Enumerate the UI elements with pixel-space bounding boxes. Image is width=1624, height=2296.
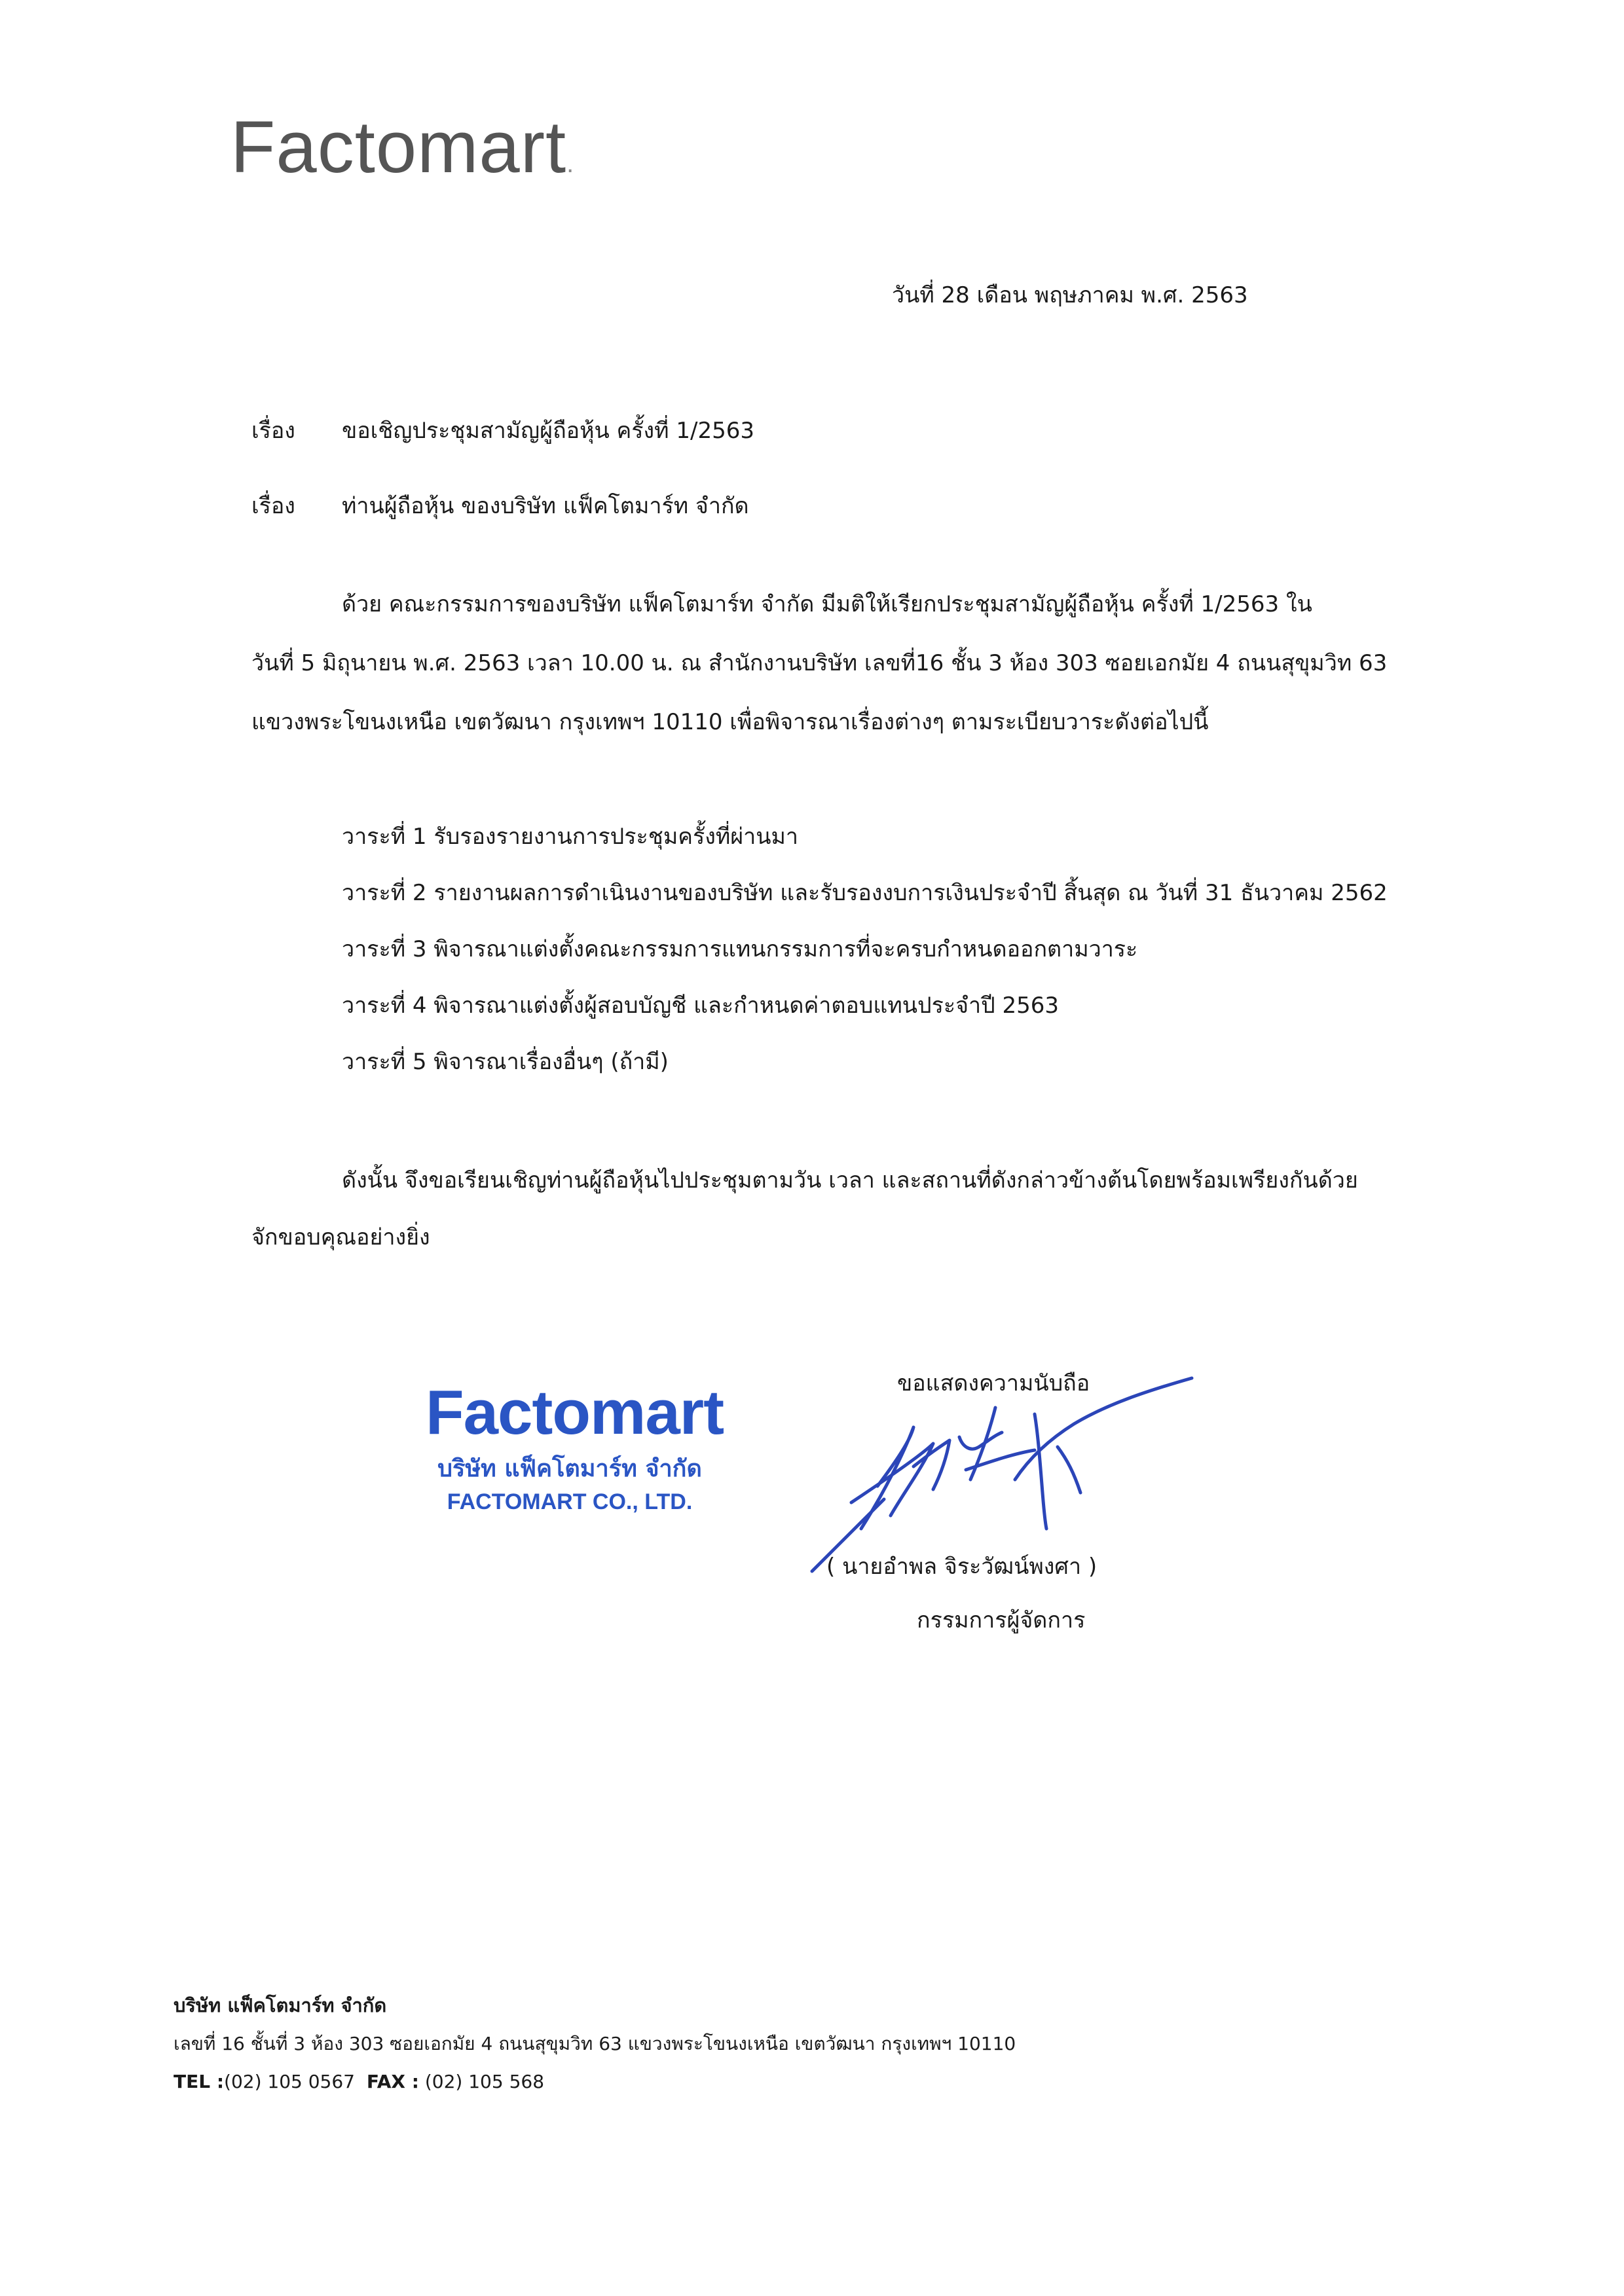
closing-line-1: ดังนั้น จึงขอเรียนเชิญท่านผู้ถือหุ้นไปประชุมตามวัน เวลา และสถานที่ดังกล่าวข้างต้นโดยพร้อมเพรียงกันด้วย <box>342 1167 1358 1194</box>
subject-label: เรื่อง <box>251 418 295 444</box>
footer-company: บริษัท แฟ็คโตมาร์ท จำกัด <box>174 1994 387 2016</box>
signatory-name: ( นายอำพล จิระวัฒน์พงศา ) <box>826 1554 1098 1580</box>
body-line-3: แขวงพระโขนงเหนือ เขตวัฒนา กรุงเทพฯ 10110 เพื่อพิจารณาเรื่องต่างๆ ตามระเบียบวาระดังต่อไปนี้ <box>251 709 1209 735</box>
fax-label: FAX : <box>366 2071 419 2092</box>
agenda-item: วาระที่ 3 พิจารณาแต่งตั้งคณะกรรมการแทนกรรมการที่จะครบกำหนดออกตามวาระ <box>342 936 1138 962</box>
closing-line-2: จักขอบคุณอย่างยิ่ง <box>251 1224 430 1250</box>
logo-dot: . <box>566 149 575 178</box>
fax-value: (02) 105 568 <box>424 2071 545 2092</box>
agenda-item: วาระที่ 2 รายงานผลการดำเนินงานของบริษัท และรับรองงบการเงินประจำปี สิ้นสุด ณ วันที่ 31 ธันวาคม 2562 <box>342 880 1388 906</box>
company-logo <box>231 105 574 189</box>
agenda-item: วาระที่ 5 พิจารณาเรื่องอื่นๆ (ถ้ามี) <box>342 1049 669 1075</box>
letter-date: วันที่ 28 เดือน พฤษภาคม พ.ศ. 2563 <box>892 282 1248 308</box>
signatory-title: กรรมการผู้จัดการ <box>917 1607 1086 1633</box>
agenda-item: วาระที่ 1 รับรองรายงานการประชุมครั้งที่ผ่านมา <box>342 824 799 850</box>
stamp-english-name: FACTOMART CO., LTD. <box>447 1489 693 1514</box>
stamp-thai-name: บริษัท แฟ็คโตมาร์ท จำกัด <box>437 1455 702 1482</box>
body-line-2: วันที่ 5 มิถุนายน พ.ศ. 2563 เวลา 10.00 น. ณ สำนักงานบริษัท เลขที่16 ชั้น 3 ห้อง 303 ซอยเอกมัย 4 ถนนสุขุมวิท 63 <box>251 650 1388 676</box>
recipient-text: ท่านผู้ถือหุ้น ของบริษัท แฟ็คโตมาร์ท จำกัด <box>342 493 749 519</box>
handwritten-signature <box>799 1362 1218 1578</box>
logo-text: Factomart <box>231 106 567 188</box>
tel-label: TEL : <box>174 2071 225 2092</box>
footer-contact <box>174 2071 544 2092</box>
subject-text: ขอเชิญประชุมสามัญผู้ถือหุ้น ครั้งที่ 1/2563 <box>342 418 754 444</box>
tel-value: (02) 105 0567 <box>224 2071 355 2092</box>
footer-address: เลขที่ 16 ชั้นที่ 3 ห้อง 303 ซอยเอกมัย 4 ถนนสุขุมวิท 63 แขวงพระโขนงเหนือ เขตวัฒนา กรุงเทพฯ 10110 <box>174 2033 1016 2054</box>
company-stamp <box>426 1377 724 1515</box>
salutation: ขอแสดงความนับถือ <box>897 1370 1090 1396</box>
agenda-item: วาระที่ 4 พิจารณาแต่งตั้งผู้สอบบัญชี และกำหนดค่าตอบแทนประจำปี 2563 <box>342 993 1060 1019</box>
stamp-logo: Factomart <box>426 1377 724 1448</box>
recipient-label: เรื่อง <box>251 493 295 519</box>
body-line-1: ด้วย คณะกรรมการของบริษัท แฟ็คโตมาร์ท จำกัด มีมติให้เรียกประชุมสามัญผู้ถือหุ้น ครั้งที่ 1/2563 ใน <box>342 591 1312 617</box>
